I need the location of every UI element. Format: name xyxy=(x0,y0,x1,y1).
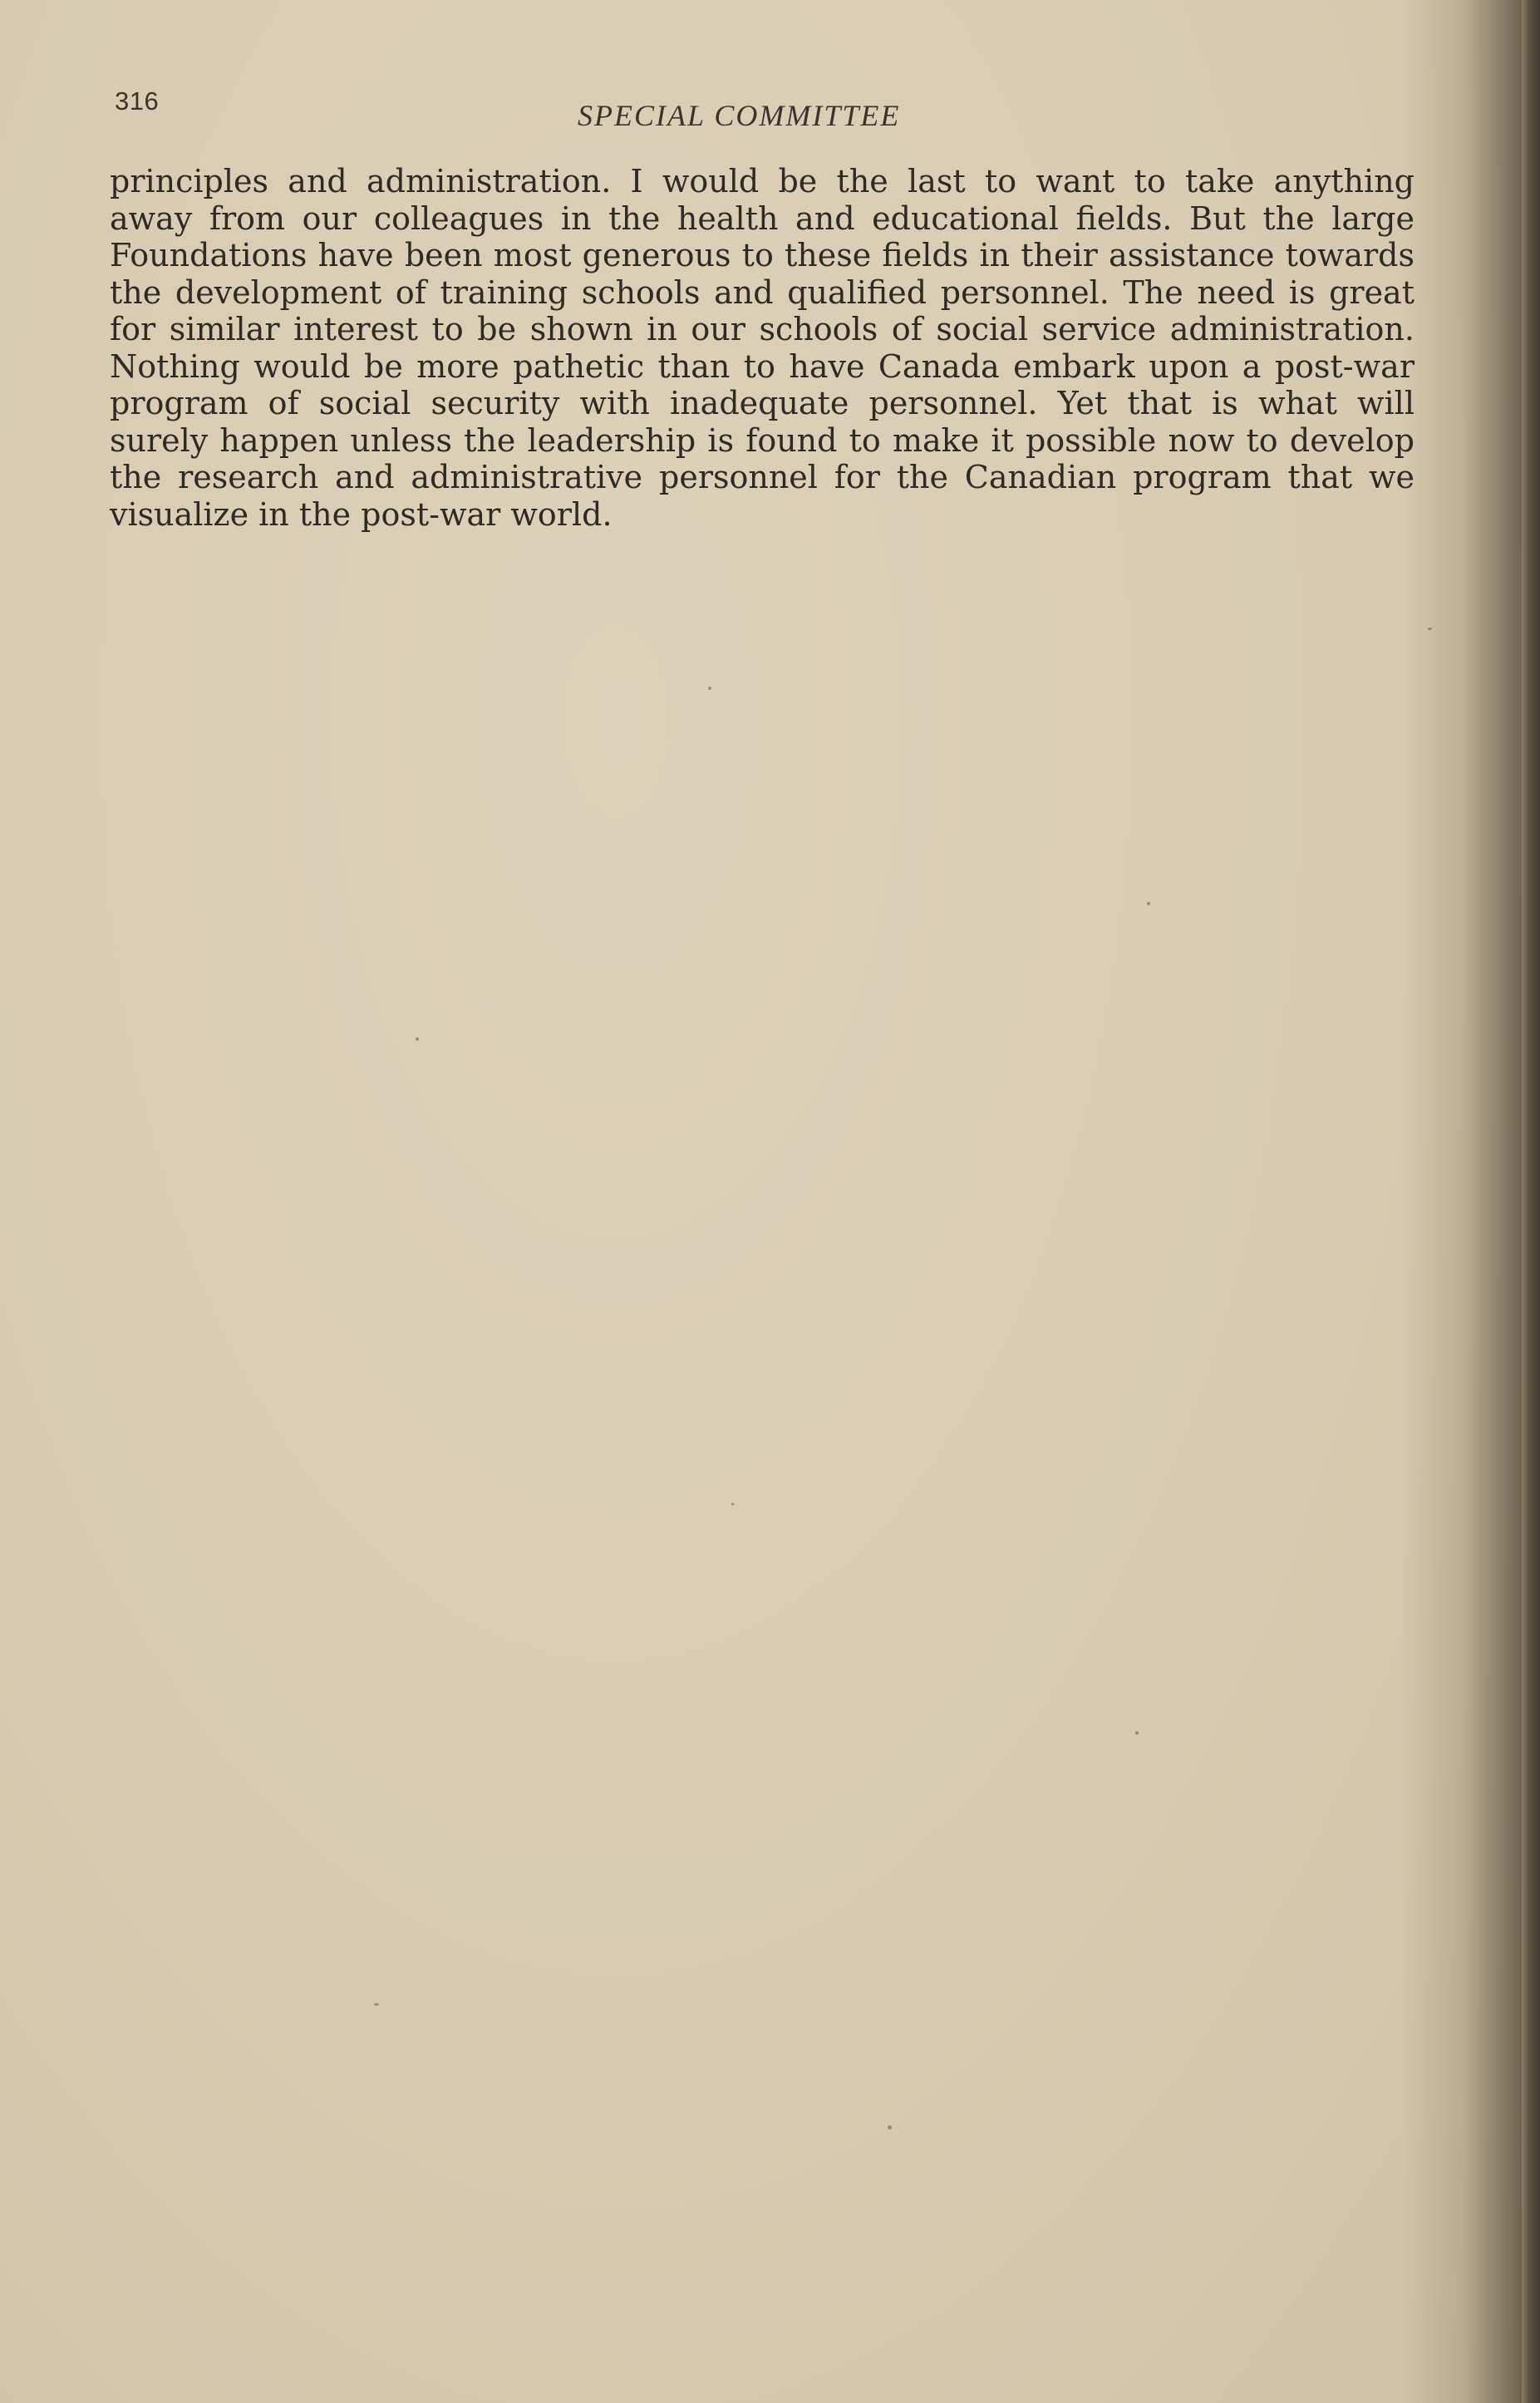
paper-speck xyxy=(708,687,711,690)
text-line: Foundations have been most generous to these fields in their assistance towards xyxy=(110,237,1415,273)
text-line: visualize in the post-war world. xyxy=(110,495,613,533)
text-line: principles and administration. I would be the last to want to take anything xyxy=(110,163,1415,199)
text-line: surely happen unless the leadership is found to make it possible now to develop xyxy=(110,421,1415,459)
body-paragraph xyxy=(110,163,1415,533)
page-number: 316 xyxy=(115,86,160,116)
paper-speck xyxy=(416,1037,419,1041)
running-head: SPECIAL COMMITTEE xyxy=(578,99,901,132)
text-line: for similar interest to be shown in our schools of social service administration. xyxy=(110,311,1415,347)
paper-speck xyxy=(1135,1731,1139,1735)
text-line: Nothing would be more pathetic than to have Canada embark upon a post-war xyxy=(110,347,1415,385)
paper-speck xyxy=(1147,902,1150,905)
text-line: the research and administrative personnel for the Canadian program that we xyxy=(110,459,1415,495)
paper-speck xyxy=(1428,628,1432,630)
paper-speck xyxy=(888,2125,892,2130)
book-spine-shadow xyxy=(1522,0,1540,2403)
text-line: program of social security with inadequate personnel. Yet that is what will xyxy=(110,385,1415,421)
text-line: away from our colleagues in the health and educational fields. But the large xyxy=(110,199,1415,237)
text-line: the development of training schools and qualified personnel. The need is great xyxy=(110,273,1415,311)
paper-speck xyxy=(731,1503,734,1505)
paper-speck xyxy=(374,2003,379,2006)
